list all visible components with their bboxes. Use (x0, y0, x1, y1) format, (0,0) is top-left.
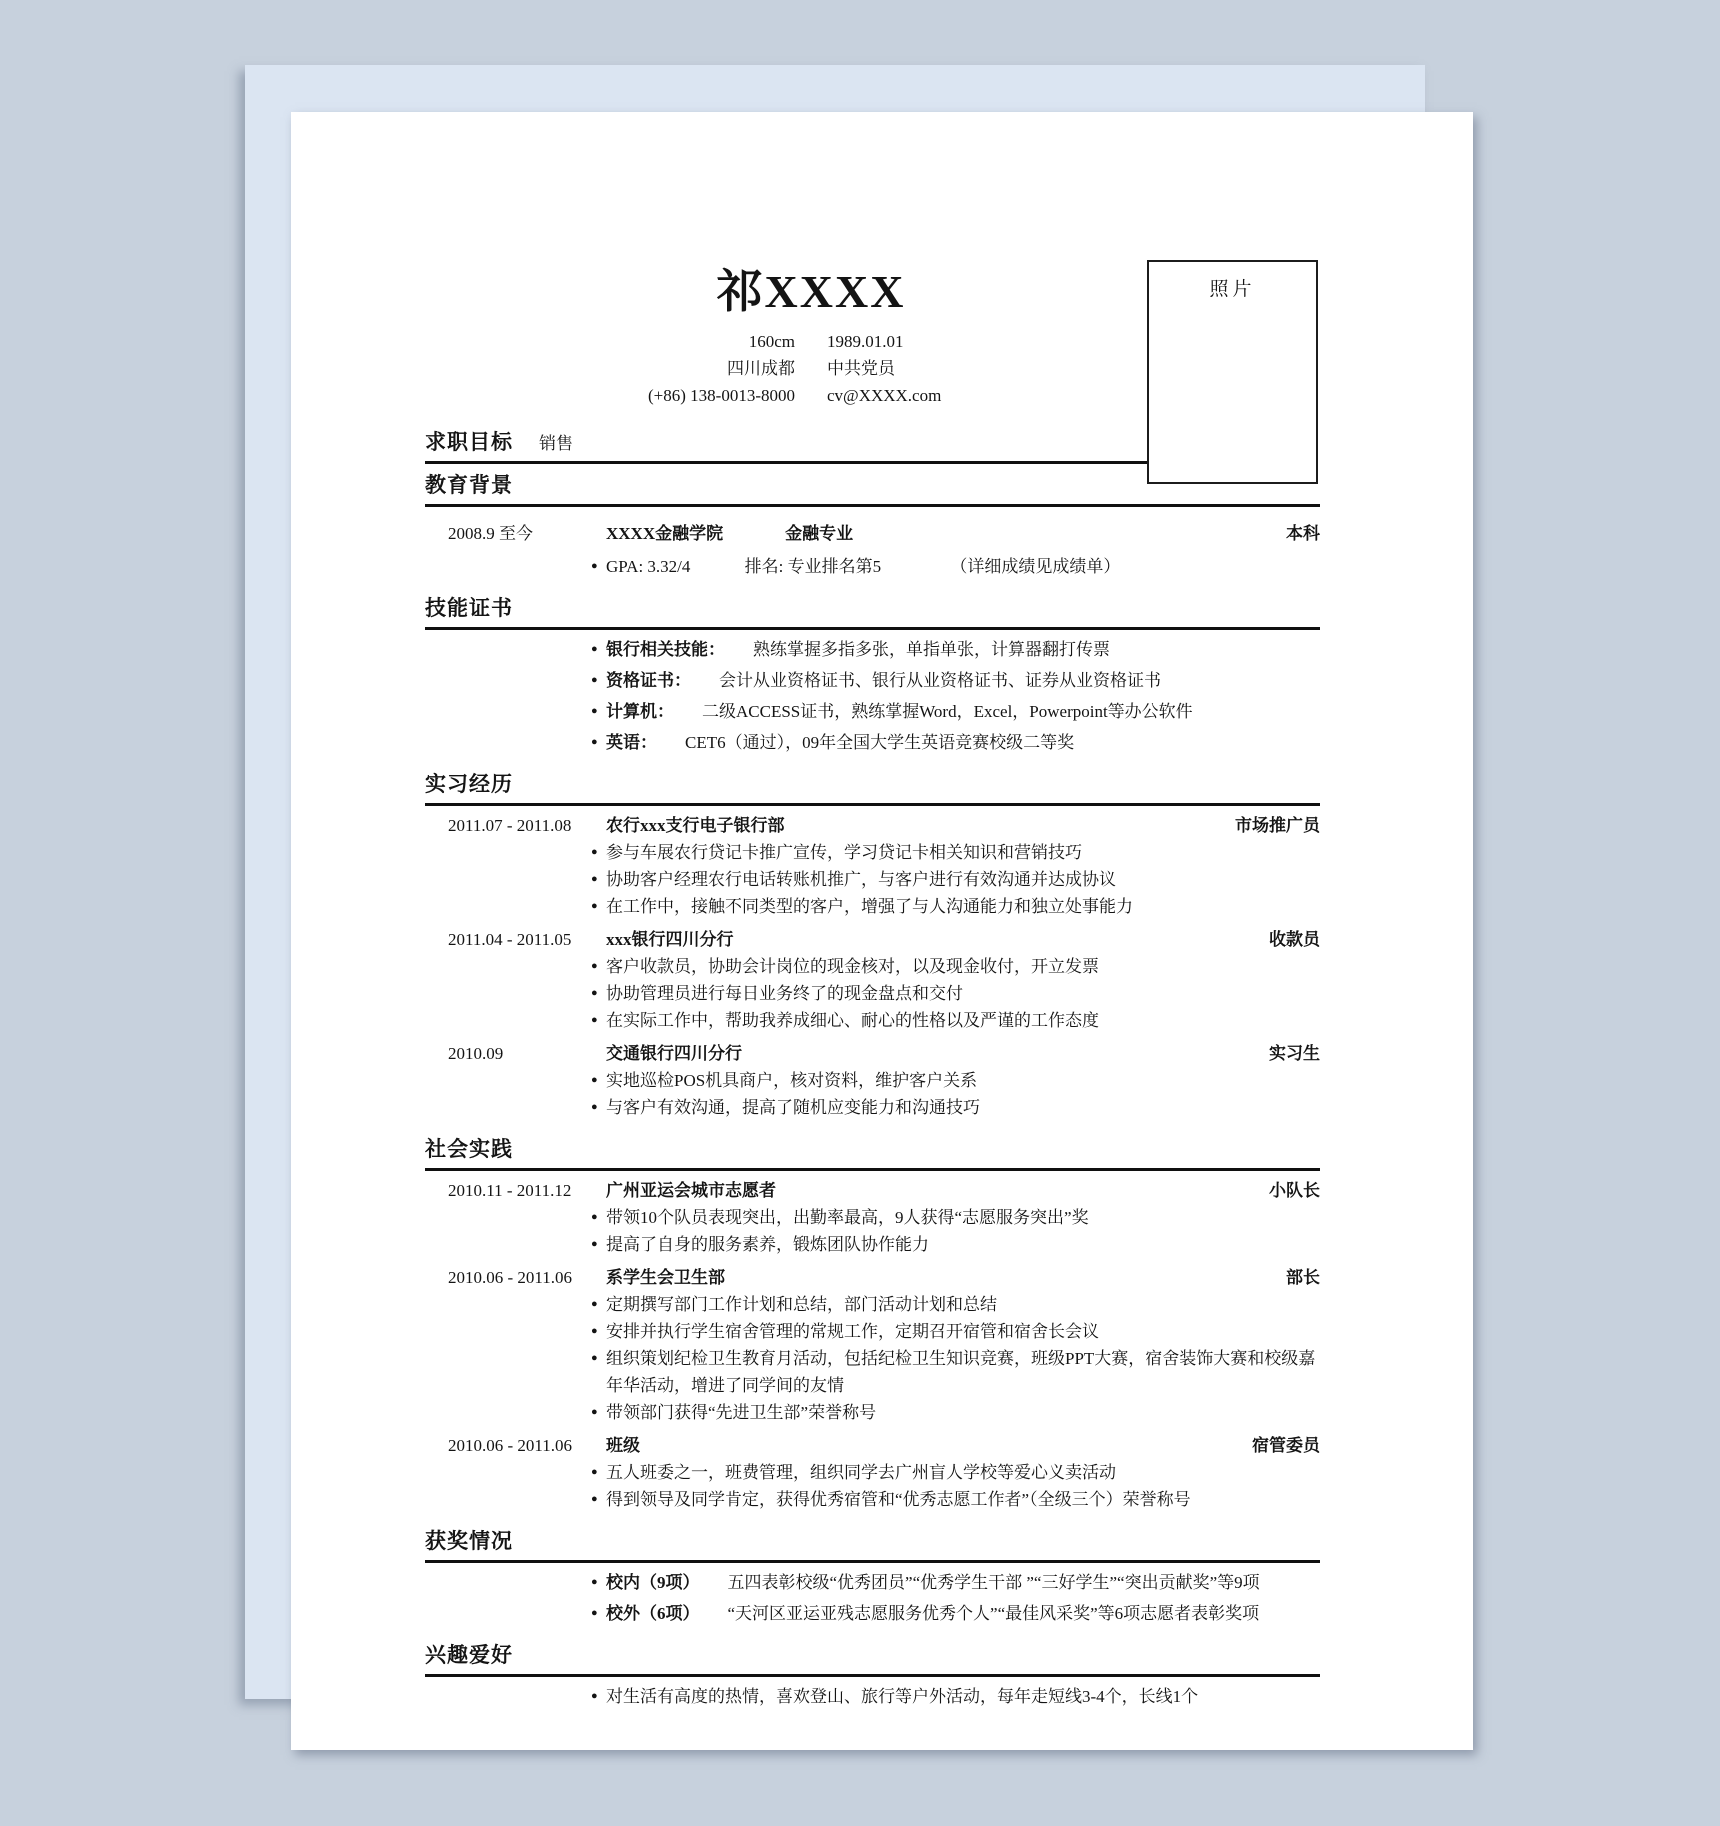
entry-org: 班级 (606, 1436, 640, 1455)
entry-header (425, 812, 1320, 839)
entry-period: 2011.07 - 2011.08 (448, 816, 572, 835)
photo-placeholder-box (1147, 260, 1318, 484)
entry-header (425, 1040, 1320, 1067)
entry-role: 部长 (1286, 1268, 1320, 1287)
resume-header (425, 112, 1197, 409)
bullet-item: ● 协助客户经理农行电话转账机推广，与客户进行有效沟通并达成协议 (425, 866, 1320, 893)
divider-skills (425, 627, 1320, 630)
entry-header (425, 926, 1320, 953)
education-period: 2008.9 至今 (448, 524, 533, 543)
skill-label: 英语： (606, 733, 657, 752)
divider-social (425, 1168, 1320, 1171)
email-value: cv@XXXX.com (827, 386, 942, 405)
section-hobbies (425, 1643, 1320, 1710)
divider-hobbies (425, 1674, 1320, 1677)
social-title: 社会实践 (425, 1137, 513, 1161)
divider-internship (425, 803, 1320, 806)
internship-entry (425, 812, 1320, 920)
social-entry (425, 1264, 1320, 1426)
bullet-item: ● 协助管理员进行每日业务终了的现金盘点和交付 (425, 980, 1320, 1007)
entry-org: 广州亚运会城市志愿者 (606, 1181, 776, 1200)
objective-title: 求职目标 (425, 430, 513, 454)
entry-header (425, 1432, 1320, 1459)
education-gpa-line (425, 553, 1320, 580)
entry-bullets (425, 1204, 1320, 1258)
education-major: 金融专业 (785, 524, 854, 543)
award-label: 校外（6项） (606, 1604, 700, 1623)
entry-period: 2010.06 - 2011.06 (448, 1268, 573, 1287)
entry-role: 小队长 (1269, 1181, 1320, 1200)
section-skills (425, 596, 1320, 756)
skills-title: 技能证书 (425, 596, 513, 620)
skill-item (425, 729, 1320, 756)
divider-objective (425, 461, 1147, 464)
entry-role: 收款员 (1269, 930, 1320, 949)
entry-org: 交通银行四川分行 (606, 1044, 742, 1063)
hobbies-list (425, 1683, 1320, 1710)
bullet-item: ● 得到领导及同学肯定，获得优秀宿管和“优秀志愿工作者”（全级三个）荣誉称号 (425, 1486, 1320, 1513)
entry-header (425, 1177, 1320, 1204)
internship-title: 实习经历 (425, 772, 513, 796)
bullet-item: ● 五人班委之一，班费管理，组织同学去广州盲人学校等爱心义卖活动 (425, 1459, 1320, 1486)
entry-role: 实习生 (1269, 1044, 1320, 1063)
bullet-item: ● 带领10个队员表现突出，出勤率最高，9人获得“志愿服务突出”奖 (425, 1204, 1320, 1231)
award-label: 校内（9项） (606, 1573, 700, 1592)
education-degree: 本科 (1286, 524, 1320, 543)
entry-org: 系学生会卫生部 (606, 1268, 725, 1287)
skill-item (425, 667, 1320, 694)
entry-bullets (425, 839, 1320, 920)
objective-value: 销售 (539, 434, 573, 453)
section-awards (425, 1529, 1320, 1627)
divider-education (425, 504, 1320, 507)
education-entry (425, 520, 1320, 547)
entry-bullets (425, 1291, 1320, 1426)
entry-period: 2010.11 - 2011.12 (448, 1181, 572, 1200)
bullet-item: ● 在工作中，接触不同类型的客户，增强了与人沟通能力和独立处事能力 (425, 893, 1320, 920)
skill-label: 银行相关技能： (606, 640, 725, 659)
entry-org: 农行xxx支行电子银行部 (606, 816, 785, 835)
hobby-item: ● 对生活有高度的热情，喜欢登山、旅行等户外活动，每年走短线3-4个，长线1个 (425, 1683, 1320, 1710)
bullet-item: ● 提高了自身的服务素养，锻炼团队协作能力 (425, 1231, 1320, 1258)
internship-entry (425, 1040, 1320, 1121)
internship-entry (425, 926, 1320, 1034)
hobbies-title: 兴趣爱好 (425, 1643, 513, 1667)
resume-page (291, 112, 1473, 1750)
award-text: “天河区亚运亚残志愿服务优秀个人”“最佳风采奖”等6项志愿者表彰奖项 (727, 1604, 1260, 1623)
skill-text: 会计从业资格证书、银行从业资格证书、证券从业资格证书 (719, 671, 1161, 690)
phone-value: (+86) 138-0013-8000 (648, 386, 795, 405)
birthdate-value: 1989.01.01 (827, 332, 904, 351)
contact-info (425, 328, 1197, 409)
transcript-note: （详细成绩见成绩单） (950, 557, 1121, 576)
award-item (425, 1600, 1320, 1627)
bullet-item: ● 组织策划纪检卫生教育月活动，包括纪检卫生知识竞赛，班级PPT大赛，宿舍装饰大赛和校级嘉年华活动，增进了同学间的友情 (425, 1345, 1320, 1399)
entry-period: 2010.06 - 2011.06 (448, 1436, 573, 1455)
candidate-name: 祁XXXX (716, 266, 906, 317)
skill-item (425, 636, 1320, 663)
bullet-item: ● 与客户有效沟通，提高了随机应变能力和沟通技巧 (425, 1094, 1320, 1121)
entry-period: 2010.09 (448, 1044, 504, 1063)
entry-period: 2011.04 - 2011.05 (448, 930, 572, 949)
entry-role: 宿管委员 (1252, 1436, 1320, 1455)
skill-text: CET6（通过），09年全国大学生英语竞赛校级二等奖 (685, 733, 1075, 752)
bullet-item: ● 定期撰写部门工作计划和总结，部门活动计划和总结 (425, 1291, 1320, 1318)
entry-bullets (425, 953, 1320, 1034)
divider-awards (425, 1560, 1320, 1563)
skills-list (425, 636, 1320, 756)
entry-bullets (425, 1067, 1320, 1121)
education-details (425, 553, 1320, 580)
bullet-item: ● 在实际工作中，帮助我养成细心、耐心的性格以及严谨的工作态度 (425, 1007, 1320, 1034)
skill-label: 计算机： (606, 702, 674, 721)
social-entry (425, 1177, 1320, 1258)
entry-header (425, 1264, 1320, 1291)
skill-item (425, 698, 1320, 725)
awards-title: 获奖情况 (425, 1529, 513, 1553)
skill-text: 二级ACCESS证书，熟练掌握Word，Excel，Powerpoint等办公软件 (702, 702, 1193, 721)
bullet-item: ● 客户收款员，协助会计岗位的现金核对，以及现金收付，开立发票 (425, 953, 1320, 980)
award-text: 五四表彰校级“优秀团员”“优秀学生干部 ”“三好学生”“突出贡献奖”等9项 (727, 1573, 1260, 1592)
education-title: 教育背景 (425, 473, 513, 497)
rank-value: 排名: 专业排名第5 (744, 557, 882, 576)
gpa-value: GPA: 3.32/4 (606, 557, 691, 576)
bullet-item: ● 安排并执行学生宿舍管理的常规工作，定期召开宿管和宿舍长会议 (425, 1318, 1320, 1345)
political-status-value: 中共党员 (827, 359, 895, 378)
height-value: 160cm (748, 332, 795, 351)
hometown-value: 四川成都 (727, 359, 795, 378)
skill-label: 资格证书： (606, 671, 691, 690)
awards-list (425, 1569, 1320, 1627)
section-education (425, 473, 1320, 580)
photo-label: 照片 (1209, 279, 1256, 300)
education-school: XXXX金融学院 (606, 524, 724, 543)
bullet-item: ● 参与车展农行贷记卡推广宣传，学习贷记卡相关知识和营销技巧 (425, 839, 1320, 866)
entry-role: 市场推广员 (1235, 816, 1320, 835)
bullet-item: ● 实地巡检POS机具商户，核对资料，维护客户关系 (425, 1067, 1320, 1094)
award-item (425, 1569, 1320, 1596)
social-entry (425, 1432, 1320, 1513)
bullet-item: ● 带领部门获得“先进卫生部”荣誉称号 (425, 1399, 1320, 1426)
entry-bullets (425, 1459, 1320, 1513)
skill-text: 熟练掌握多指多张，单指单张，计算器翻打传票 (753, 640, 1110, 659)
entry-org: xxx银行四川分行 (606, 930, 734, 949)
section-social-practice (425, 1137, 1320, 1513)
section-internship (425, 772, 1320, 1121)
